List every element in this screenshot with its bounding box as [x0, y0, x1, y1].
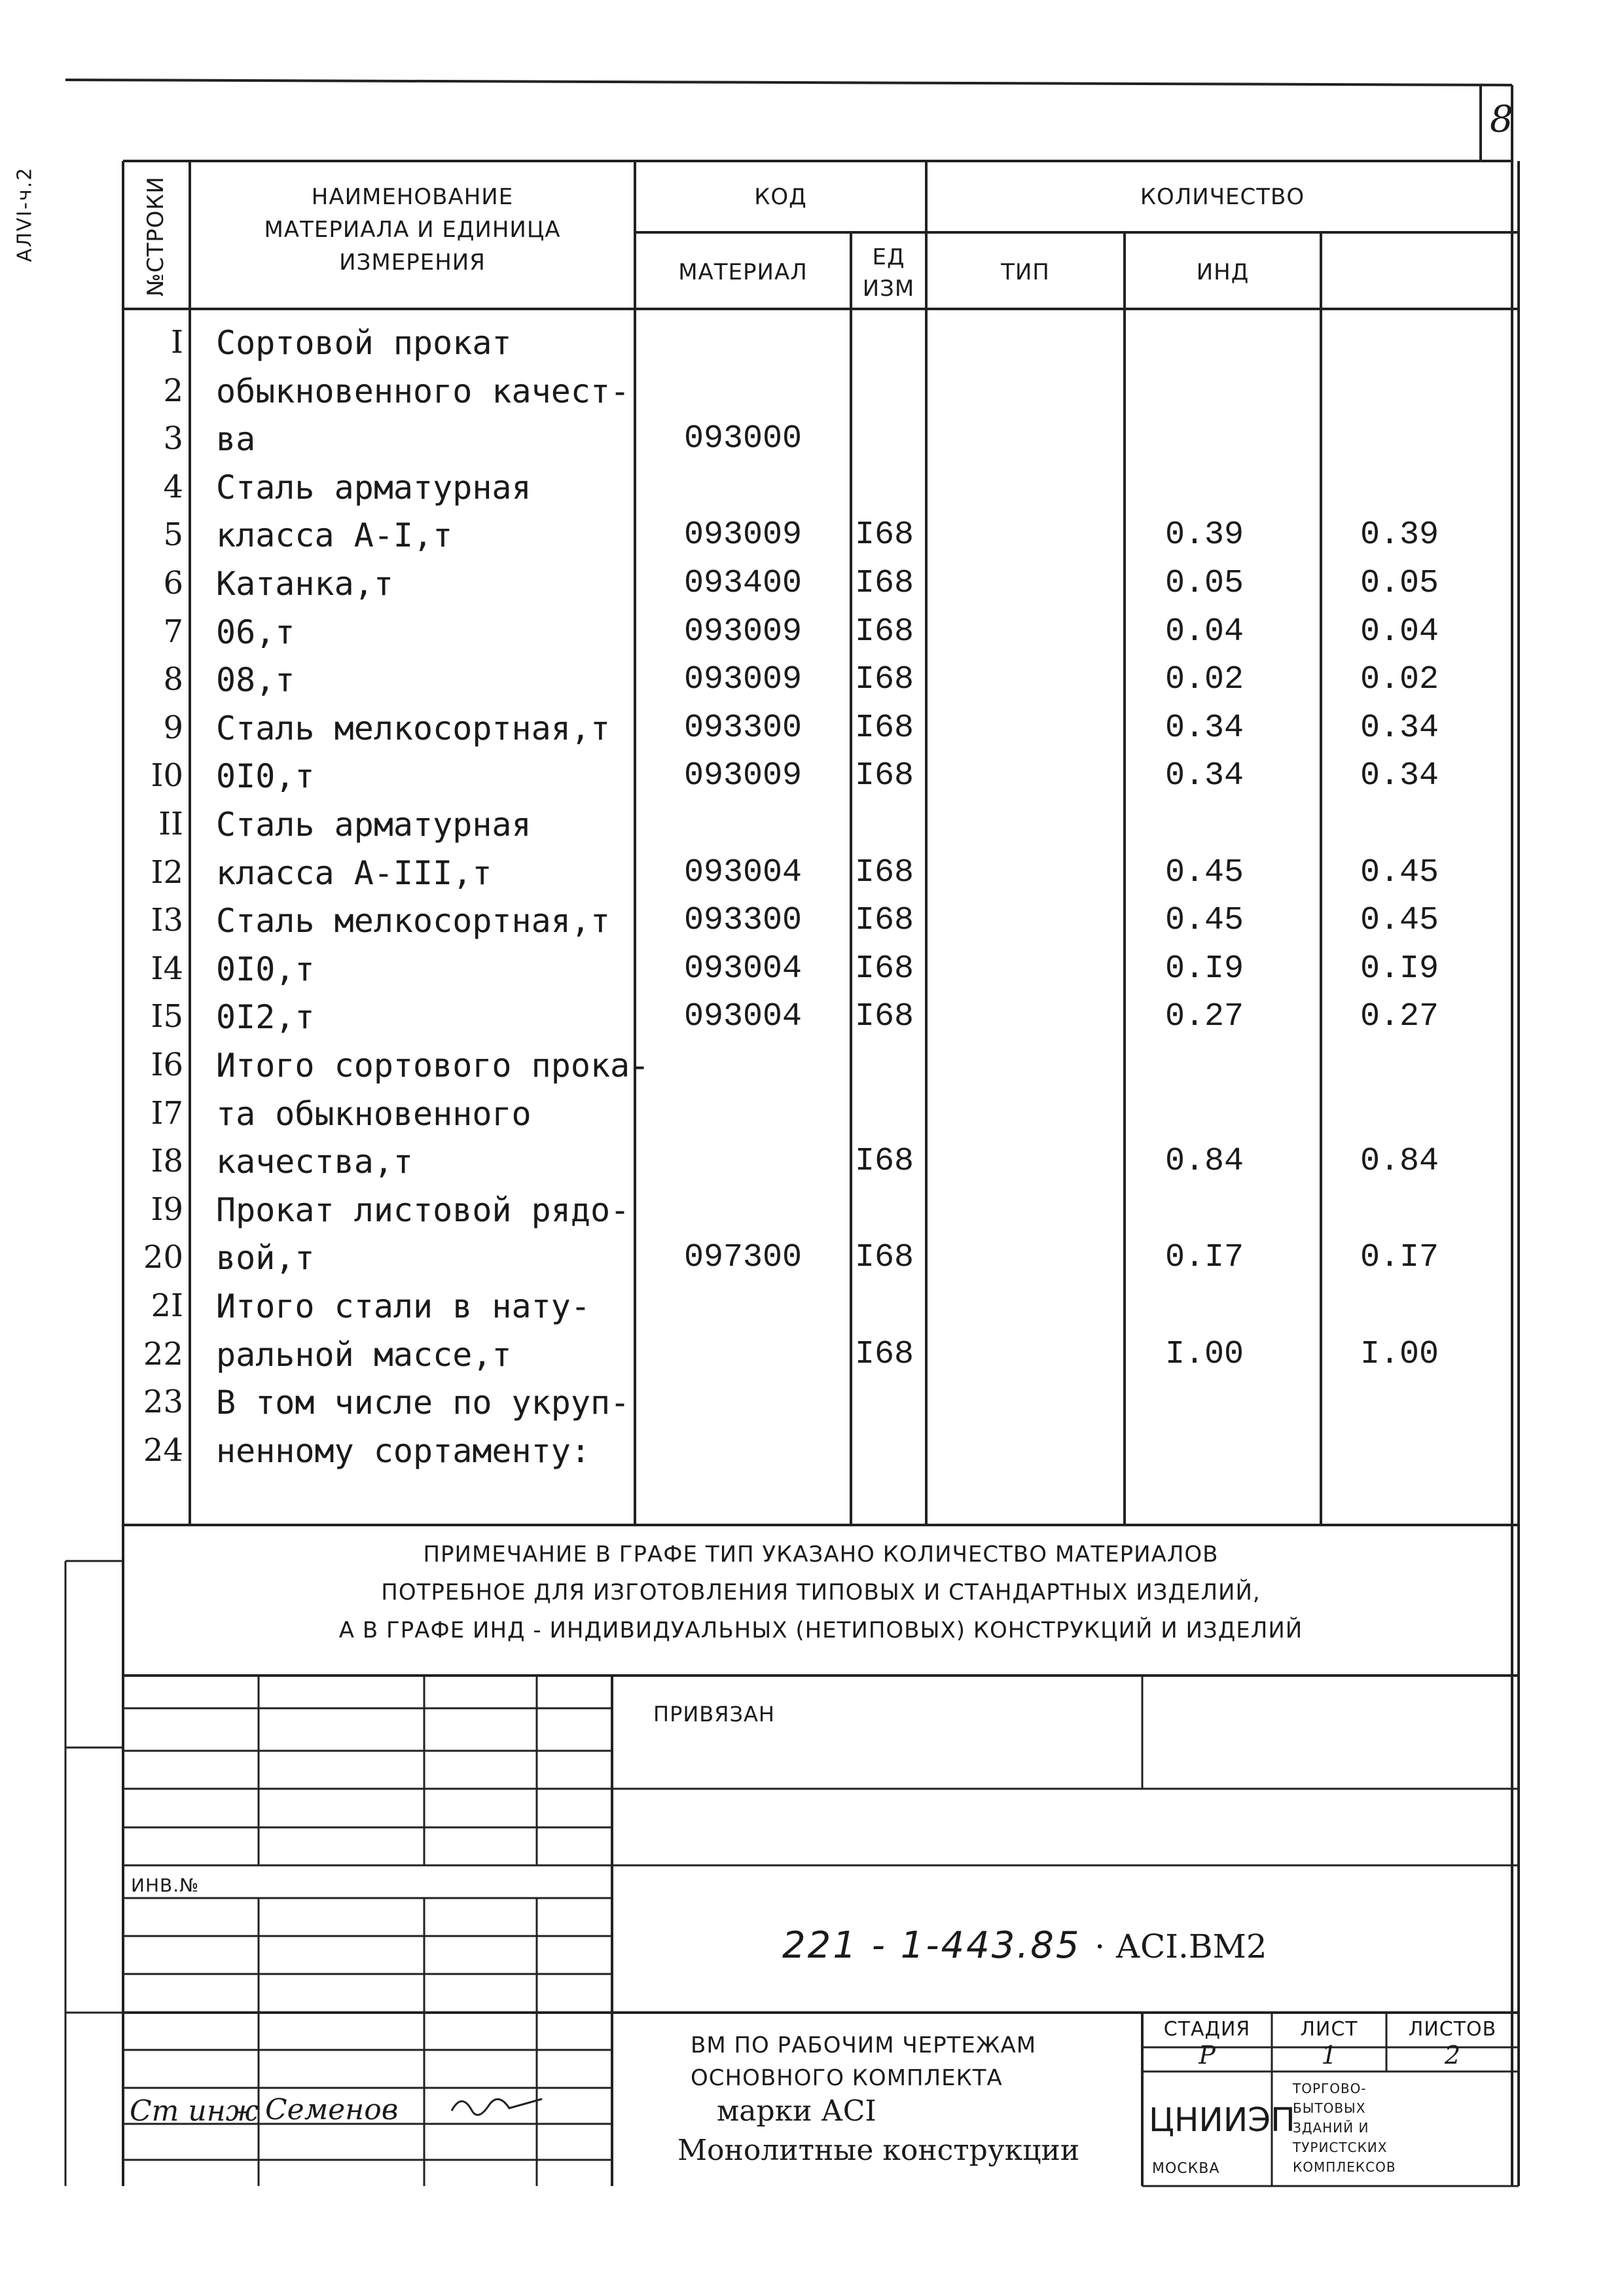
row-number: 2I	[151, 1287, 183, 1324]
row-name: ральной массе,т	[216, 1336, 512, 1374]
title-line-2: ОСНОВНОГО КОМПЛЕКТА	[691, 2065, 1003, 2091]
stage-label: СТАДИЯ	[1163, 2018, 1251, 2041]
header-ind: ИНД	[1196, 259, 1250, 285]
row-qty-ind: 0.34	[1165, 709, 1244, 747]
inventory-number-label: ИНВ.№	[131, 1874, 200, 1896]
row-qty-ind: 0.04	[1165, 613, 1244, 651]
row-name: Сталь арматурная	[216, 806, 532, 844]
row-qty-ind: 0.27	[1165, 998, 1244, 1035]
row-qty-total: 0.45	[1360, 902, 1439, 939]
row-name: класса А-III,т	[216, 854, 492, 892]
header-material: МАТЕРИАЛ	[678, 259, 808, 285]
row-name: ва	[216, 420, 256, 458]
row-name: качества,т	[216, 1143, 414, 1181]
row-name: 0I0,т	[216, 757, 315, 795]
row-number: 4	[163, 469, 183, 505]
organization-desc-1: ТОРГОВО-	[1293, 2081, 1367, 2096]
row-name: 0I2,т	[216, 998, 315, 1036]
sheet-label: ЛИСТ	[1300, 2018, 1358, 2041]
row-number: I3	[151, 902, 183, 939]
row-name: 0I0,т	[216, 950, 315, 988]
row-number: 20	[143, 1239, 183, 1276]
header-name-line-3: ИЗМЕРЕНИЯ	[339, 249, 486, 276]
row-qty-ind: 0.45	[1165, 902, 1244, 939]
privyazan-label: ПРИВЯЗАН	[653, 1702, 775, 1727]
header-quantity: КОЛИЧЕСТВО	[1140, 184, 1305, 210]
row-number: 24	[143, 1432, 183, 1469]
sheets-label: ЛИСТОВ	[1408, 2018, 1497, 2041]
header-type: ТИП	[1001, 259, 1050, 285]
row-qty-ind: 0.05	[1165, 565, 1244, 602]
header-code: КОД	[754, 184, 807, 210]
row-name: обыкновенного качест-	[216, 372, 630, 410]
row-qty-ind: 0.I7	[1165, 1239, 1244, 1276]
row-material-code: 093300	[684, 902, 803, 939]
row-qty-ind: 0.39	[1165, 516, 1244, 554]
organization-desc-4: ТУРИСТСКИХ	[1293, 2140, 1388, 2155]
row-name: та обыкновенного	[216, 1095, 532, 1133]
signer-name: Семенов	[265, 2093, 399, 2126]
row-number: 7	[163, 613, 183, 650]
row-qty-ind: 0.45	[1165, 854, 1244, 891]
row-qty-total: 0.34	[1360, 757, 1439, 795]
row-number: I6	[151, 1047, 183, 1083]
row-number: 8	[163, 661, 183, 698]
document-code-number: 221 - 1-443.85	[782, 1924, 1081, 1967]
row-qty-total: 0.45	[1360, 854, 1439, 891]
row-number: 2	[163, 372, 183, 409]
row-qty-total: 0.I9	[1360, 950, 1439, 988]
row-number: 23	[143, 1384, 183, 1420]
row-qty-ind: I.00	[1165, 1336, 1244, 1373]
row-name: В том числе по укруп-	[216, 1384, 630, 1422]
row-name: Катанка,т	[216, 565, 393, 603]
row-qty-total: 0.84	[1360, 1143, 1439, 1180]
title-line-3: марки АСI	[717, 2094, 876, 2128]
row-material-code: 093004	[684, 854, 803, 891]
row-number: I7	[151, 1095, 183, 1132]
row-name: 06,т	[216, 613, 295, 651]
row-material-code: 093004	[684, 950, 803, 988]
row-number: I2	[151, 854, 183, 891]
row-unit-code: I68	[855, 1239, 914, 1276]
row-name: Прокат листовой рядо-	[216, 1191, 630, 1229]
organization-name: ЦНИИЭП	[1149, 2101, 1295, 2139]
row-number: II	[158, 806, 183, 842]
row-number: I	[171, 324, 183, 361]
row-qty-total: 0.05	[1360, 565, 1439, 602]
row-unit-code: I68	[855, 998, 914, 1035]
header-unit-line-1: ЕД	[872, 244, 905, 270]
page-number: 8	[1490, 98, 1513, 141]
row-material-code: 093004	[684, 998, 803, 1035]
row-qty-ind: 0.34	[1165, 757, 1244, 795]
row-qty-total: 0.27	[1360, 998, 1439, 1035]
row-name: Итого стали в нату-	[216, 1287, 590, 1325]
row-unit-code: I68	[855, 661, 914, 698]
note-line-2: ПОТРЕБНОЕ ДЛЯ ИЗГОТОВЛЕНИЯ ТИПОВЫХ И СТАНДАРТНЫХ ИЗДЕЛИЙ,	[381, 1579, 1261, 1605]
row-material-code: 093300	[684, 709, 803, 747]
row-number: I0	[151, 757, 183, 794]
row-unit-code: I68	[855, 613, 914, 651]
header-name-line-2: МАТЕРИАЛА И ЕДИНИЦА	[264, 217, 561, 243]
row-material-code: 093009	[684, 661, 803, 698]
signer-role: Ст инж	[130, 2094, 259, 2128]
row-number: I8	[151, 1143, 183, 1179]
organization-desc-2: БЫТОВЫХ	[1293, 2100, 1366, 2116]
row-number: I5	[151, 998, 183, 1035]
row-unit-code: I68	[855, 565, 914, 602]
row-number: 9	[163, 709, 183, 746]
row-number: I4	[151, 950, 183, 987]
sheet-value: 1	[1321, 2041, 1337, 2070]
organization-desc-3: ЗДАНИЙ И	[1293, 2120, 1369, 2136]
row-name: Сталь мелкосортная,т	[216, 902, 611, 940]
row-qty-total: I.00	[1360, 1336, 1439, 1373]
row-material-code: 093009	[684, 516, 803, 554]
header-name-line-1: НАИМЕНОВАНИЕ	[311, 184, 514, 210]
row-material-code: 093009	[684, 613, 803, 651]
row-unit-code: I68	[855, 902, 914, 939]
row-name: 08,т	[216, 661, 295, 699]
title-line-1: ВМ ПО РАБОЧИМ ЧЕРТЕЖАМ	[691, 2032, 1037, 2058]
row-unit-code: I68	[855, 1336, 914, 1373]
row-qty-total: 0.02	[1360, 661, 1439, 698]
row-unit-code: I68	[855, 950, 914, 988]
row-qty-ind: 0.I9	[1165, 950, 1244, 988]
row-number: 5	[163, 516, 183, 553]
row-material-code: 093000	[684, 420, 803, 457]
row-material-code: 093400	[684, 565, 803, 602]
header-row-number: №СТРОКИ	[143, 176, 169, 296]
note-line-3: А В ГРАФЕ ИНД - ИНДИВИДУАЛЬНЫХ (НЕТИПОВЫХ) КОНСТРУКЦИЙ И ИЗДЕЛИЙ	[338, 1617, 1303, 1643]
row-qty-total: 0.34	[1360, 709, 1439, 747]
organization-desc-5: КОМПЛЕКСОВ	[1293, 2159, 1396, 2175]
row-name: Итого сортового прока-	[216, 1047, 650, 1085]
row-unit-code: I68	[855, 854, 914, 891]
row-unit-code: I68	[855, 757, 914, 795]
side-code: АЛVI-ч.2	[13, 166, 37, 262]
note-line-1: ПРИМЕЧАНИЕ В ГРАФЕ ТИП УКАЗАНО КОЛИЧЕСТВО МАТЕРИАЛОВ	[423, 1541, 1219, 1568]
header-unit-line-2: ИЗМ	[862, 276, 915, 302]
row-name: ненному сортаменту:	[216, 1432, 590, 1470]
row-unit-code: I68	[855, 1143, 914, 1180]
row-name: Сталь мелкосортная,т	[216, 709, 611, 747]
row-number: 6	[163, 565, 183, 601]
row-qty-total: 0.04	[1360, 613, 1439, 651]
row-name: класса А-I,т	[216, 516, 453, 554]
row-qty-ind: 0.84	[1165, 1143, 1244, 1180]
title-line-4: Монолитные конструкции	[677, 2134, 1080, 2167]
row-material-code: 093009	[684, 757, 803, 795]
row-unit-code: I68	[855, 516, 914, 554]
row-number: 3	[163, 420, 183, 457]
row-name: Сортовой прокат	[216, 324, 512, 362]
sheets-value: 2	[1444, 2041, 1461, 2070]
row-name: Сталь арматурная	[216, 469, 532, 507]
row-number: 22	[143, 1336, 183, 1372]
row-name: вой,т	[216, 1239, 315, 1277]
row-material-code: 097300	[684, 1239, 803, 1276]
row-qty-total: 0.I7	[1360, 1239, 1439, 1276]
organization-city: МОСКВА	[1152, 2161, 1220, 2177]
stage-value: Р	[1199, 2041, 1216, 2070]
row-qty-ind: 0.02	[1165, 661, 1244, 698]
row-qty-total: 0.39	[1360, 516, 1439, 554]
document-code-suffix: · АСI.ВМ2	[1094, 1928, 1267, 1965]
row-number: I9	[151, 1191, 183, 1228]
row-unit-code: I68	[855, 709, 914, 747]
